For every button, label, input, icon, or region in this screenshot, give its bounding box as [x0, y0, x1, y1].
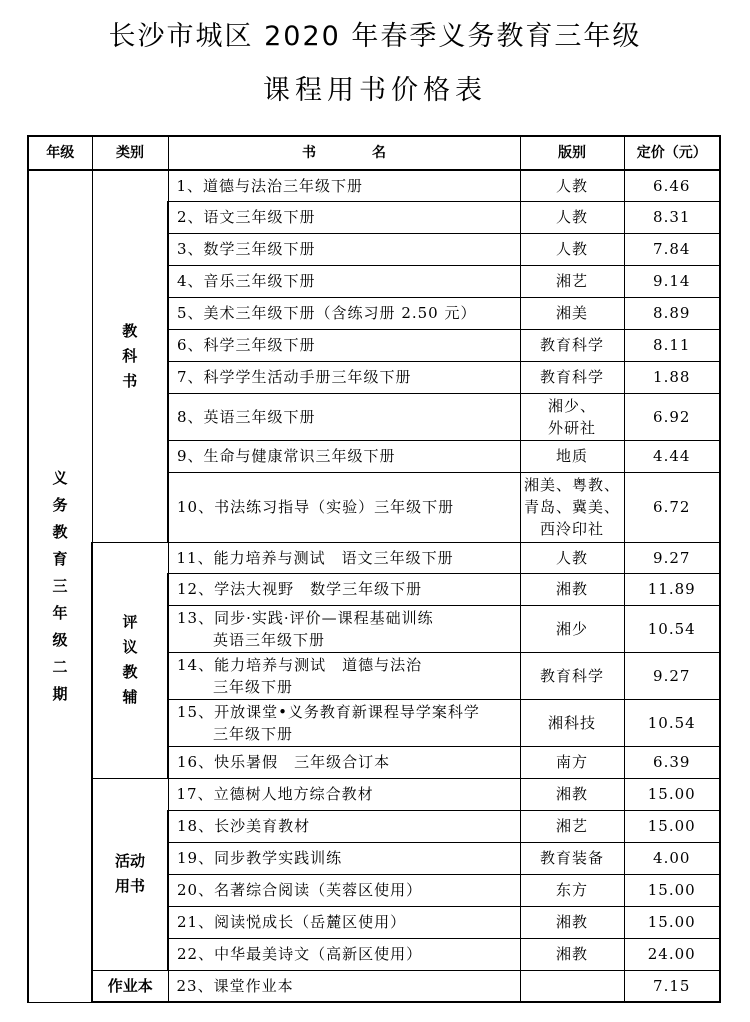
price: 15.00 — [624, 874, 720, 906]
category-textbook-label: 教科书 — [122, 321, 138, 390]
book-name: 7、科学学生活动手册三年级下册 — [168, 361, 520, 393]
publisher-line: 湘少、 — [547, 396, 596, 415]
header-grade: 年级 — [28, 136, 92, 170]
price: 9.27 — [624, 652, 720, 699]
book-name-line: 三年级下册 — [213, 677, 294, 696]
page-title-line1: 长沙市城区 2020 年春季义务教育三年级 — [108, 21, 642, 52]
price: 10.54 — [624, 699, 720, 746]
publisher: 湘科技 — [520, 699, 624, 746]
table-row — [28, 170, 720, 201]
book-name: 19、同步教学实践训练 — [168, 842, 520, 874]
book-name-line: 三年级下册 — [213, 724, 294, 743]
book-name-line: 英语三年级下册 — [213, 630, 326, 649]
book-name-line: 13、同步·实践·评价—课程基础训练 — [177, 608, 434, 627]
book-name: 2、语文三年级下册 — [168, 201, 520, 233]
book-name: 9、生命与健康常识三年级下册 — [168, 440, 520, 472]
category-homework: 作业本 — [92, 970, 168, 1002]
publisher: 教育装备 — [520, 842, 624, 874]
price: 7.15 — [624, 970, 720, 1002]
price: 8.89 — [624, 297, 720, 329]
header-price: 定价（元） — [624, 136, 720, 170]
grade-cell — [28, 170, 92, 1002]
publisher: 人教 — [520, 542, 624, 573]
publisher — [520, 472, 624, 542]
publisher: 湘美 — [520, 297, 624, 329]
header-publisher: 版别 — [520, 136, 624, 170]
price: 15.00 — [624, 778, 720, 810]
publisher — [520, 393, 624, 440]
category-review-label: 评议教辅 — [122, 613, 138, 706]
publisher: 湘教 — [520, 573, 624, 605]
publisher-line: 青岛、冀美、 — [523, 498, 620, 516]
book-name — [168, 699, 520, 746]
book-name: 8、英语三年级下册 — [168, 393, 520, 440]
price: 6.72 — [624, 472, 720, 542]
price: 10.54 — [624, 605, 720, 652]
book-name: 20、名著综合阅读（芙蓉区使用） — [168, 874, 520, 906]
price: 4.00 — [624, 842, 720, 874]
price-table — [27, 135, 721, 1003]
price: 4.44 — [624, 440, 720, 472]
header-category: 类别 — [92, 136, 168, 170]
book-name: 23、课堂作业本 — [168, 970, 520, 1002]
price: 9.27 — [624, 542, 720, 573]
category-review — [92, 542, 168, 778]
book-name: 18、长沙美育教材 — [168, 810, 520, 842]
category-activity — [92, 778, 168, 970]
book-name — [168, 652, 520, 699]
table-row — [28, 542, 720, 573]
price: 6.46 — [624, 170, 720, 201]
book-name: 16、快乐暑假 三年级合订本 — [168, 746, 520, 778]
book-name: 3、数学三年级下册 — [168, 233, 520, 265]
publisher: 湘教 — [520, 938, 624, 970]
table-row — [28, 778, 720, 810]
price: 8.11 — [624, 329, 720, 361]
publisher-line: 西泠印社 — [539, 520, 604, 538]
price: 1.88 — [624, 361, 720, 393]
publisher: 教育科学 — [520, 361, 624, 393]
publisher: 湘教 — [520, 906, 624, 938]
publisher: 湘艺 — [520, 810, 624, 842]
publisher: 地质 — [520, 440, 624, 472]
book-name: 6、科学三年级下册 — [168, 329, 520, 361]
price: 8.31 — [624, 201, 720, 233]
table-header-row — [28, 136, 720, 170]
table-row — [28, 970, 720, 1002]
publisher: 湘教 — [520, 778, 624, 810]
book-name: 11、能力培养与测试 语文三年级下册 — [168, 542, 520, 573]
price: 24.00 — [624, 938, 720, 970]
publisher: 人教 — [520, 233, 624, 265]
book-name — [168, 605, 520, 652]
price: 9.14 — [624, 265, 720, 297]
grade-label: 义务教育三年级二期 — [52, 468, 68, 703]
publisher-line: 湘美、粤教、 — [523, 476, 620, 494]
price: 6.39 — [624, 746, 720, 778]
publisher: 东方 — [520, 874, 624, 906]
book-name: 17、立德树人地方综合教材 — [168, 778, 520, 810]
category-textbook — [92, 170, 168, 542]
publisher — [520, 970, 624, 1002]
publisher: 南方 — [520, 746, 624, 778]
book-name-line: 14、能力培养与测试 道德与法治 — [177, 655, 423, 674]
book-name: 1、道德与法治三年级下册 — [168, 170, 520, 201]
header-book-name: 书 名 — [168, 136, 520, 170]
publisher: 人教 — [520, 201, 624, 233]
book-name: 5、美术三年级下册（含练习册 2.50 元） — [168, 297, 520, 329]
page-title-line2: 课程用书价格表 — [263, 75, 487, 106]
price: 7.84 — [624, 233, 720, 265]
category-activity-label: 活动用书 — [114, 852, 145, 895]
price: 15.00 — [624, 906, 720, 938]
publisher: 人教 — [520, 170, 624, 201]
publisher: 教育科学 — [520, 652, 624, 699]
publisher: 湘艺 — [520, 265, 624, 297]
book-name: 4、音乐三年级下册 — [168, 265, 520, 297]
book-name: 10、书法练习指导（实验）三年级下册 — [168, 472, 520, 542]
publisher: 教育科学 — [520, 329, 624, 361]
book-name: 22、中华最美诗文（高新区使用） — [168, 938, 520, 970]
publisher-line: 外研社 — [547, 418, 596, 437]
price: 15.00 — [624, 810, 720, 842]
price: 11.89 — [624, 573, 720, 605]
price: 6.92 — [624, 393, 720, 440]
book-name: 12、学法大视野 数学三年级下册 — [168, 573, 520, 605]
publisher: 湘少 — [520, 605, 624, 652]
book-name: 21、阅读悦成长（岳麓区使用） — [168, 906, 520, 938]
book-name-line: 15、开放课堂•义务教育新课程导学案科学 — [177, 702, 480, 721]
